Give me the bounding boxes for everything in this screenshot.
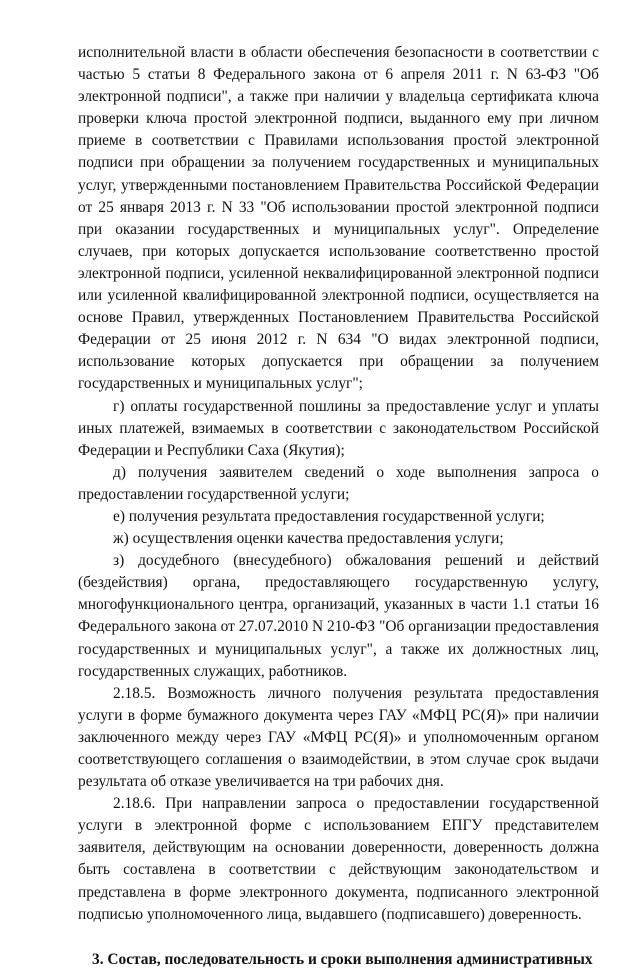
section-heading: 3. Состав, последовательность и сроки выполнения административных bbox=[92, 950, 593, 968]
paragraph-item-g: г) оплаты государственной пошлины за предоставление услуг и уплаты иных платежей, взимаемых в соответствии с законодательством Российской Федерации и Республики Саха (Якутия); bbox=[78, 397, 599, 459]
paragraph-item-d: д) получения заявителем сведений о ходе выполнения запроса о предоставлении государственной услуги; bbox=[78, 463, 599, 503]
paragraph-item-zh: ж) осуществления оценки качества предоставления услуги; bbox=[113, 530, 504, 548]
paragraph-signature-rules: исполнительной власти в области обеспечения безопасности в соответствии с частью 5 статьи 8 Федерального закона от 6 апреля 2011 г. N 63-ФЗ "Об электронной подписи", а также при наличии у владельца сертификата ключа проверки ключа простой электронной подписи, выданного ему при личном приеме в соответствии с Правилами использования простой электронной подписи при обращении за получением государственных и муниципальных услуг, утвержденными постановлением Правительства Российской Федерации от 25 января 2013 г. N 33 "Об использовании простой электронной подписи при оказании государственных и муниципальных услуг". Определение случаев, при которых допускается использование соответственно простой электронной подписи, усиленной неквалифицированной электронной подписи или усиленной квалифицированной электронной подписи, осуществляется на основе Правил, утвержденных Постановлением Правительства Российской Федерации от 25 июня 2012 г. N 634 "О видах электронной подписи, использование которых допускается при обращении за получением государственных и муниципальных услуг"; bbox=[78, 44, 599, 393]
paragraph-2-18-5: 2.18.5. Возможность личного получения результата предоставления услуги в форме бумажного документа через ГАУ «МФЦ РС(Я)» при наличии заключенного между через ГАУ «МФЦ РС(Я)» и уполномоченным органом соответствующего соглашения о взаимодействии, в этом случае срок выдачи результата об отказе увеличивается на три рабочих дня. bbox=[78, 684, 599, 791]
paragraph-item-z: з) досудебного (внесудебного) обжалования решений и действий (бездействия) органа, предоставляющего государственную услугу, многофункционального центра, организаций, указанных в части 1.1 статьи 16 Федерального закона от 27.07.2010 N 210-ФЗ "Об организации предоставления государственных и муниципальных услуг", а также их должностных лиц, государственных служащих, работников. bbox=[78, 552, 599, 680]
paragraph-2-18-6: 2.18.6. При направлении запроса о предоставлении государственной услуги в электронной форме с использованием ЕПГУ представителем заявителя, действующим на основании доверенности, доверенность должна быть составлена в соответствии с действующим законодательством и представлена в форме электронного документа, подписанного электронной подписью уполномоченного лица, выдавшего (подписавшего) доверенность. bbox=[78, 795, 599, 923]
paragraph-item-e: е) получения результата предоставления государственной услуги; bbox=[113, 507, 545, 525]
